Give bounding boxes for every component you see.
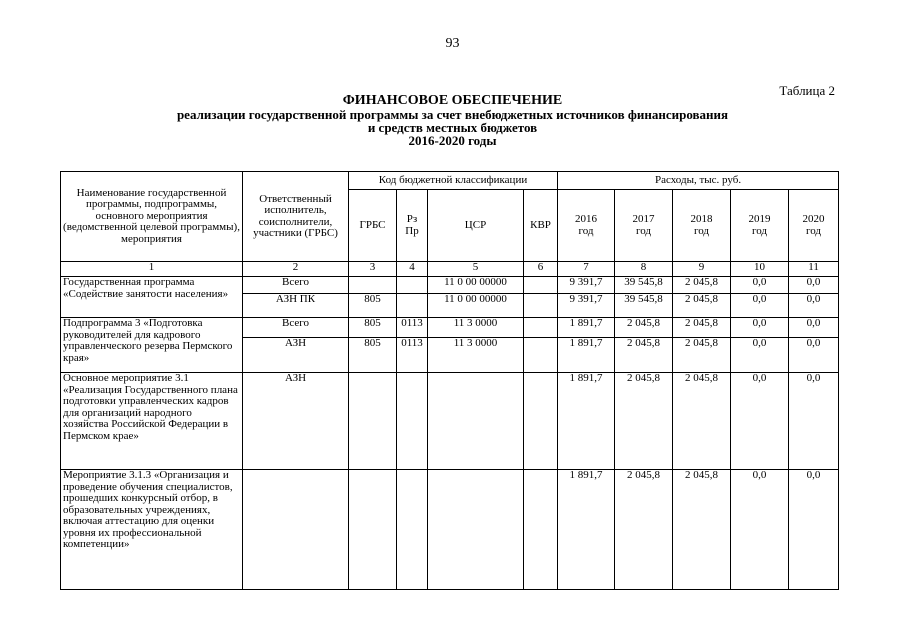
header-year-2019-unit: год [752,224,768,237]
cell-2017: 39 545,8 [615,277,673,294]
cell-2016: 1 891,7 [558,373,615,470]
cell-kvr [524,318,558,338]
cell-csr [428,373,524,470]
document-title: ФИНАНСОВОЕ ОБЕСПЕЧЕНИЕ [342,93,563,108]
row-name-event: Мероприятие 3.1.3 «Организация и проведение обучения специалистов, прошедших конкурсный отбор, в образовательных учреждениях, включая аттестацию для оценки уровня их профессиональной компетенции» [61,470,243,590]
cell-kvr [524,294,558,318]
column-number: 2 [243,262,349,277]
header-pr: Пр [405,224,419,237]
cell-rzpr [397,277,428,294]
cell-csr [428,470,524,590]
cell-2017: 2 045,8 [615,318,673,338]
header-csr: ЦСР [428,190,524,262]
table-label: Таблица 2 [779,83,835,98]
table-row [61,470,839,590]
header-year-2020 [789,190,839,262]
cell-responsible: Всего [243,277,349,294]
cell-2016: 1 891,7 [558,318,615,338]
cell-2017: 2 045,8 [615,338,673,373]
header-year-2017 [615,190,673,262]
cell-2019: 0,0 [731,277,789,294]
cell-2020: 0,0 [789,373,839,470]
header-rzpr [397,190,428,262]
header-year-2018-number: 2018 [690,213,713,225]
header-row-1 [61,172,839,190]
cell-2016: 9 391,7 [558,294,615,318]
header-year-2019 [731,190,789,262]
column-number: 11 [789,262,839,277]
cell-2020: 0,0 [789,470,839,590]
cell-2020: 0,0 [789,294,839,318]
cell-2018: 2 045,8 [673,294,731,318]
cell-grbs: 805 [349,318,397,338]
title-block [0,93,905,147]
column-number: 7 [558,262,615,277]
header-rz: Рз [406,213,418,225]
table-row [61,277,839,294]
row-name-subprogram: Подпрограмма 3 «Подготовка руководителей для кадрового управленческого резерва Пермского края» [61,318,243,373]
cell-kvr [524,277,558,294]
cell-2019: 0,0 [731,318,789,338]
row-name-main-event: Основное мероприятие 3.1 «Реализация Государственного плана подготовки управленческих кадров для организаций народного хозяйства Российской Федерации в Пермском крае» [61,373,243,470]
cell-kvr [524,338,558,373]
header-year-2018-unit: год [694,224,710,237]
cell-2020: 0,0 [789,277,839,294]
cell-2020: 0,0 [789,318,839,338]
table-row [61,318,839,338]
column-number: 3 [349,262,397,277]
cell-rzpr: 0113 [397,338,428,373]
cell-csr: 11 3 0000 [428,338,524,373]
cell-responsible [243,470,349,590]
cell-2020: 0,0 [789,338,839,373]
cell-rzpr [397,470,428,590]
cell-kvr [524,470,558,590]
column-number: 4 [397,262,428,277]
header-year-2017-unit: год [636,224,652,237]
cell-grbs: 805 [349,338,397,373]
cell-kvr [524,373,558,470]
header-name: Наименование государственной программы, подпрограммы, основного мероприятия (ведомственной целевой программы), мероприятия [61,172,243,262]
cell-2017: 2 045,8 [615,373,673,470]
column-number-row [61,262,839,277]
cell-csr: 11 0 00 00000 [428,294,524,318]
header-responsible: Ответственный исполнитель, соисполнители, участники (ГРБС) [243,172,349,262]
cell-2016: 9 391,7 [558,277,615,294]
cell-grbs: 805 [349,294,397,318]
document-subtitle-years: 2016-2020 годы [408,133,497,148]
header-year-2016-unit: год [578,224,594,237]
row-name-program: Государственная программа «Содействие занятости населения» [61,277,243,318]
cell-rzpr: 0113 [397,318,428,338]
column-number: 6 [524,262,558,277]
column-number: 1 [61,262,243,277]
column-number: 5 [428,262,524,277]
header-year-2016-number: 2016 [575,213,598,225]
cell-grbs [349,470,397,590]
table-row [61,373,839,470]
cell-responsible: АЗН ПК [243,294,349,318]
cell-2019: 0,0 [731,294,789,318]
cell-2019: 0,0 [731,338,789,373]
cell-rzpr [397,373,428,470]
document-subtitle-line-2: и средств местных бюджетов [367,120,538,135]
financing-table [60,171,839,590]
header-year-2020-unit: год [806,224,822,237]
column-number: 8 [615,262,673,277]
cell-2018: 2 045,8 [673,318,731,338]
header-year-2016 [558,190,615,262]
cell-rzpr [397,294,428,318]
cell-grbs [349,277,397,294]
header-year-2019-number: 2019 [748,213,771,225]
cell-2018: 2 045,8 [673,373,731,470]
cell-2018: 2 045,8 [673,470,731,590]
cell-2016: 1 891,7 [558,470,615,590]
cell-2016: 1 891,7 [558,338,615,373]
header-year-2017-number: 2017 [632,213,655,225]
cell-grbs [349,373,397,470]
cell-2019: 0,0 [731,373,789,470]
header-budget-code: Код бюджетной классификации [349,172,558,190]
cell-responsible: Всего [243,318,349,338]
cell-2018: 2 045,8 [673,277,731,294]
header-year-2020-number: 2020 [802,213,825,225]
cell-responsible: АЗН [243,338,349,373]
column-number: 9 [673,262,731,277]
document-subtitle-line-1: реализации государственной программы за счет внебюджетных источников финансирования [176,107,729,122]
header-expenses: Расходы, тыс. руб. [558,172,839,190]
header-grbs: ГРБС [349,190,397,262]
page-number: 93 [445,36,460,51]
cell-responsible: АЗН [243,373,349,470]
column-number: 10 [731,262,789,277]
cell-2019: 0,0 [731,470,789,590]
cell-2017: 2 045,8 [615,470,673,590]
cell-csr: 11 3 0000 [428,318,524,338]
header-kvr: КВР [524,190,558,262]
header-year-2018 [673,190,731,262]
cell-csr: 11 0 00 00000 [428,277,524,294]
cell-2017: 39 545,8 [615,294,673,318]
cell-2018: 2 045,8 [673,338,731,373]
